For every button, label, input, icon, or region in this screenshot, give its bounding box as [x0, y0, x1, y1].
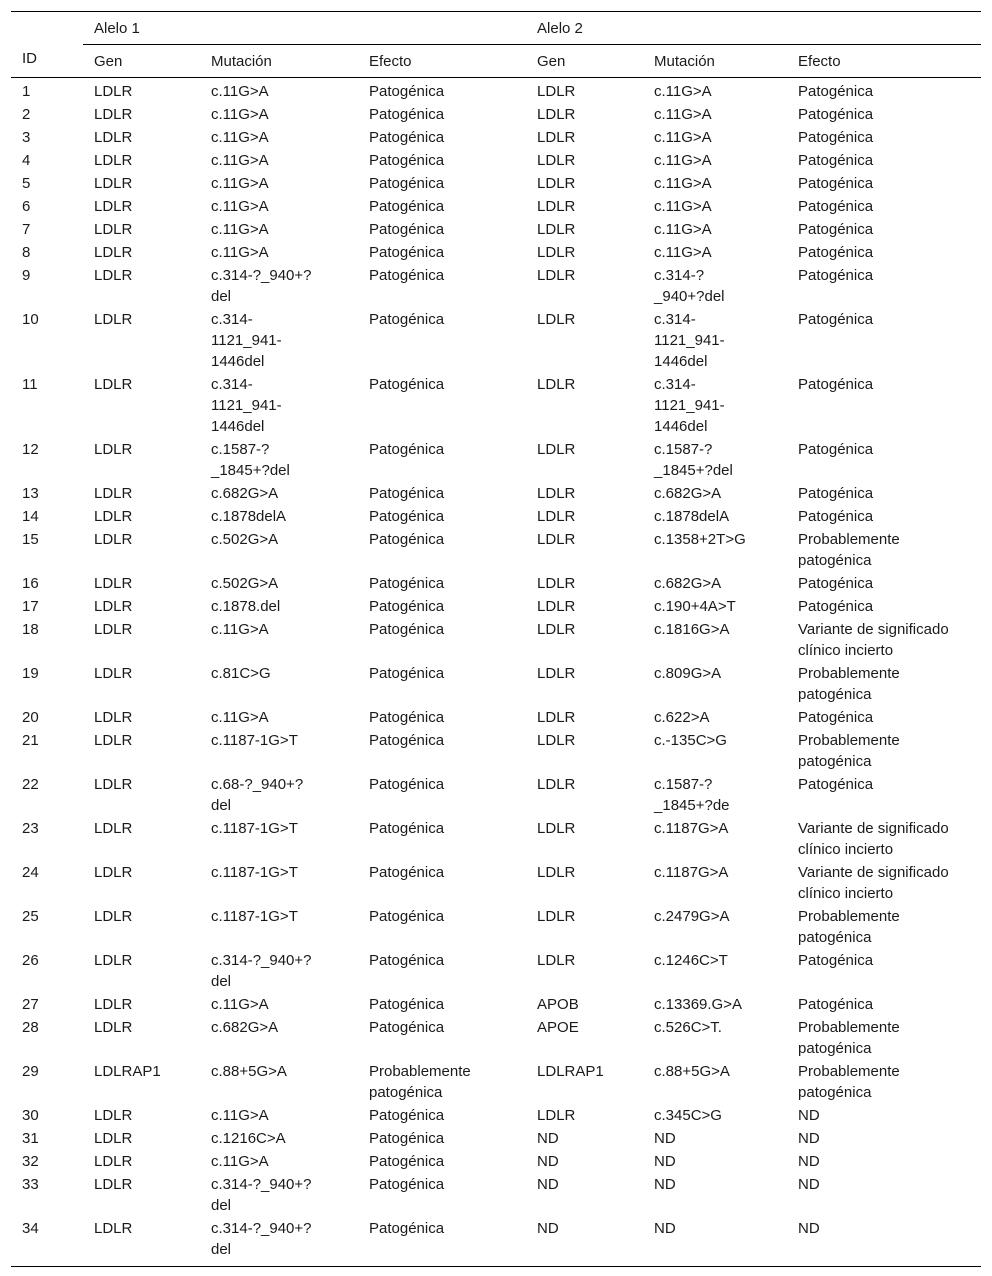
cell-gene-1: LDLR	[94, 864, 133, 881]
genetic-variants-table	[11, 11, 981, 1267]
cell-gene-1: LDLR	[94, 709, 133, 726]
cell-effect-2: Probablemente patogénica	[798, 732, 900, 770]
cell-mutation-1: c.1216C>A	[211, 1130, 286, 1147]
table-row	[11, 861, 981, 905]
table-row	[11, 241, 981, 264]
cell-effect-1: Patogénica	[369, 152, 445, 169]
cell-id: 1	[22, 83, 31, 100]
cell-mutation-2: c.1358+2T>G	[654, 531, 746, 548]
cell-mutation-2: ND	[654, 1176, 676, 1193]
cell-mutation-2: c.345C>G	[654, 1107, 722, 1124]
cell-mutation-1: c.1187-1G>T	[211, 732, 298, 749]
table-header	[11, 12, 981, 78]
cell-mutation-1: c.1187-1G>T	[211, 864, 298, 881]
cell-gene-2: ND	[526, 1217, 643, 1267]
cell-gene-1: LDLR	[94, 952, 133, 969]
cell-gene-1: LDLR	[94, 732, 133, 749]
cell-mutation-2: c.11G>A	[654, 198, 712, 215]
table-row	[11, 528, 981, 572]
cell-effect-2: Patogénica	[798, 198, 874, 215]
cell-id: 7	[22, 221, 31, 238]
cell-effect-2: Patogénica	[798, 129, 874, 146]
cell-gene-2: LDLR	[537, 952, 576, 969]
header-allele-2: Alelo 2	[526, 12, 981, 45]
cell-id: 34	[11, 1217, 83, 1267]
table-row	[11, 595, 981, 618]
cell-effect-1: Patogénica	[369, 83, 445, 100]
cell-effect-2: Patogénica	[798, 221, 874, 238]
cell-gene-1: LDLR	[94, 441, 133, 458]
cell-effect-1: Patogénica	[369, 864, 445, 881]
cell-effect-2: Variante de significado clínico incierto	[798, 820, 949, 858]
cell-effect-1: Patogénica	[369, 952, 445, 969]
cell-mutation-1: c.1187-1G>T	[211, 820, 298, 837]
cell-effect-2: Probablemente patogénica	[798, 1019, 900, 1057]
cell-mutation-2: c.11G>A	[654, 152, 712, 169]
cell-effect-2: ND	[798, 1130, 820, 1147]
cell-mutation-1: c.11G>A	[211, 1107, 269, 1124]
cell-id: 33	[22, 1176, 39, 1193]
cell-effect-2: Variante de significado clínico incierto	[798, 864, 949, 902]
cell-effect-1: Patogénica	[369, 996, 445, 1013]
cell-effect-2: ND	[798, 1153, 820, 1170]
cell-id: 20	[22, 709, 39, 726]
cell-effect-1: Patogénica	[369, 709, 445, 726]
cell-mutation-1: c.682G>A	[211, 485, 279, 502]
cell-gene-1: LDLRAP1	[94, 1063, 161, 1080]
cell-mutation-1: c.11G>A	[211, 244, 269, 261]
cell-mutation-1: c.11G>A	[211, 106, 269, 123]
cell-gene-2: LDLR	[537, 198, 576, 215]
cell-effect-2: Patogénica	[798, 311, 874, 328]
cell-mutation-1: c.11G>A	[211, 621, 269, 638]
cell-gene-1: LDLR	[94, 1019, 133, 1036]
cell-effect-2: Patogénica	[798, 709, 874, 726]
cell-mutation-2: c.11G>A	[654, 221, 712, 238]
cell-effect-1: Patogénica	[369, 820, 445, 837]
cell-mutation-1: c.502G>A	[211, 575, 279, 592]
cell-gene-1: LDLR	[94, 776, 133, 793]
cell-mutation-2: c.11G>A	[654, 175, 712, 192]
cell-effect-2: Patogénica	[798, 83, 874, 100]
genetic-variants-table-container	[11, 11, 981, 1267]
cell-effect-1: Patogénica	[369, 732, 445, 749]
cell-mutation-1: c.11G>A	[211, 221, 269, 238]
cell-gene-1: LDLR	[94, 485, 133, 502]
cell-gene-1: LDLR	[94, 665, 133, 682]
table-row	[11, 373, 981, 438]
cell-effect-1: Patogénica	[369, 106, 445, 123]
table-row	[11, 729, 981, 773]
cell-mutation-2: c.1187G>A	[654, 820, 729, 837]
cell-id: 23	[22, 820, 39, 837]
cell-mutation-1: c.1878.del	[211, 598, 281, 615]
cell-effect-1: Patogénica	[369, 129, 445, 146]
cell-gene-1: LDLR	[94, 376, 133, 393]
cell-effect-1: Patogénica	[369, 1153, 445, 1170]
cell-effect-2: Patogénica	[798, 485, 874, 502]
cell-gene-2: LDLR	[537, 531, 576, 548]
cell-id: 9	[22, 267, 31, 284]
table-row	[11, 949, 981, 993]
cell-gene-1: LDLR	[94, 508, 133, 525]
cell-effect-1: Patogénica	[369, 908, 445, 925]
cell-gene-1: LDLR	[94, 198, 133, 215]
cell-gene-2: LDLRAP1	[537, 1063, 604, 1080]
cell-mutation-1: c.11G>A	[211, 198, 269, 215]
cell-mutation-2: c.622>A	[654, 709, 710, 726]
cell-effect-2: Patogénica	[798, 441, 874, 458]
table-row	[11, 1127, 981, 1150]
cell-effect-1: Patogénica	[369, 441, 445, 458]
cell-mutation-2: ND	[654, 1153, 676, 1170]
cell-gene-2: LDLR	[537, 376, 576, 393]
header-gene-2: Gen	[526, 45, 643, 78]
cell-mutation-2: c.314-? _940+?del	[654, 267, 725, 305]
table-row	[11, 1150, 981, 1173]
cell-gene-1: LDLR	[94, 175, 133, 192]
cell-gene-1: LDLR	[94, 621, 133, 638]
cell-effect-1: Patogénica	[369, 485, 445, 502]
cell-effect-1: Patogénica	[369, 1130, 445, 1147]
cell-gene-1: LDLR	[94, 152, 133, 169]
cell-gene-2: LDLR	[537, 598, 576, 615]
cell-mutation-1: c.11G>A	[211, 152, 269, 169]
header-effect-1: Efecto	[358, 45, 526, 78]
cell-effect-1: Patogénica	[369, 376, 445, 393]
cell-effect-2: ND	[787, 1217, 981, 1267]
cell-gene-1: LDLR	[94, 311, 133, 328]
cell-mutation-2: c.11G>A	[654, 106, 712, 123]
table-row	[11, 1173, 981, 1217]
cell-id: 22	[22, 776, 39, 793]
table-row	[11, 172, 981, 195]
cell-gene-2: LDLR	[537, 732, 576, 749]
cell-gene-2: ND	[537, 1130, 559, 1147]
cell-effect-2: Patogénica	[798, 267, 874, 284]
cell-gene-1: LDLR	[94, 598, 133, 615]
cell-gene-2: LDLR	[537, 485, 576, 502]
cell-gene-2: LDLR	[537, 175, 576, 192]
table-row	[11, 505, 981, 528]
cell-mutation-2: c.1878delA	[654, 508, 730, 525]
cell-id: 14	[22, 508, 39, 525]
cell-effect-2: Patogénica	[798, 575, 874, 592]
cell-gene-1: LDLR	[94, 1107, 133, 1124]
cell-mutation-1: c.682G>A	[211, 1019, 279, 1036]
cell-effect-1: Probablemente patogénica	[369, 1063, 471, 1101]
header-allele-1: Alelo 1	[83, 12, 526, 45]
cell-mutation-2: c.1816G>A	[654, 621, 730, 638]
cell-id: 10	[22, 311, 39, 328]
cell-mutation-2: c.11G>A	[654, 83, 712, 100]
cell-effect-1: Patogénica	[369, 531, 445, 548]
table-row	[11, 103, 981, 126]
table-row	[11, 1217, 981, 1267]
cell-mutation-2: c.682G>A	[654, 575, 722, 592]
cell-gene-2: LDLR	[537, 221, 576, 238]
cell-gene-2: LDLR	[537, 908, 576, 925]
cell-id: 12	[22, 441, 39, 458]
cell-mutation-1: c.11G>A	[211, 996, 269, 1013]
table-body	[11, 78, 981, 1267]
cell-gene-2: LDLR	[537, 441, 576, 458]
cell-effect-1: Patogénica	[369, 175, 445, 192]
cell-effect-2: Patogénica	[798, 152, 874, 169]
cell-effect-2: Patogénica	[798, 376, 874, 393]
cell-mutation-1: c.11G>A	[211, 1153, 269, 1170]
cell-mutation-1: c.11G>A	[211, 175, 269, 192]
table-row	[11, 1104, 981, 1127]
cell-mutation-2: c.314- 1121_941- 1446del	[654, 376, 725, 435]
cell-effect-2: Probablemente patogénica	[798, 1063, 900, 1101]
cell-effect-1: Patogénica	[369, 776, 445, 793]
cell-effect-1: Patogénica	[369, 1019, 445, 1036]
cell-mutation-2: c.1246C>T	[654, 952, 728, 969]
cell-effect-2: Patogénica	[798, 508, 874, 525]
header-id: ID	[11, 12, 83, 78]
cell-mutation-2: c.190+4A>T	[654, 598, 736, 615]
cell-id: 28	[22, 1019, 39, 1036]
cell-id: 27	[22, 996, 39, 1013]
table-row	[11, 482, 981, 505]
table-row	[11, 264, 981, 308]
cell-gene-1: LDLR	[94, 820, 133, 837]
cell-gene-2: LDLR	[537, 267, 576, 284]
cell-effect-2: Probablemente patogénica	[798, 665, 900, 703]
cell-gene-1: LDLR	[94, 531, 133, 548]
cell-mutation-2: c.1587-? _1845+?de	[654, 776, 730, 814]
cell-mutation-1: c.11G>A	[211, 83, 269, 100]
cell-gene-1: LDLR	[94, 221, 133, 238]
cell-mutation-1: c.1587-? _1845+?del	[211, 441, 290, 479]
cell-mutation-1: c.314- 1121_941- 1446del	[211, 311, 282, 370]
cell-id: 21	[22, 732, 39, 749]
table-row	[11, 1060, 981, 1104]
table-row	[11, 773, 981, 817]
cell-gene-2: LDLR	[537, 864, 576, 881]
cell-gene-1: LDLR	[94, 1176, 133, 1193]
cell-mutation-1: c.88+5G>A	[211, 1063, 287, 1080]
cell-id: 16	[22, 575, 39, 592]
cell-mutation-1: c.314-?_940+? del	[211, 267, 312, 305]
cell-mutation-2: c.682G>A	[654, 485, 722, 502]
cell-gene-2: ND	[537, 1153, 559, 1170]
table-row	[11, 706, 981, 729]
cell-effect-2: Probablemente patogénica	[798, 908, 900, 946]
table-row	[11, 149, 981, 172]
cell-mutation-1: c.314-?_940+? del	[211, 952, 312, 990]
cell-id: 18	[22, 621, 39, 638]
table-row	[11, 308, 981, 373]
cell-gene-2: APOE	[537, 1019, 579, 1036]
cell-id: 17	[22, 598, 39, 615]
table-row	[11, 78, 981, 104]
cell-gene-1: LDLR	[94, 244, 133, 261]
cell-mutation-2: c.13369.G>A	[654, 996, 742, 1013]
cell-effect-1: Patogénica	[369, 1176, 445, 1193]
cell-gene-2: LDLR	[537, 709, 576, 726]
cell-id: 15	[22, 531, 39, 548]
cell-gene-2: ND	[537, 1176, 559, 1193]
cell-mutation-2: c.314- 1121_941- 1446del	[654, 311, 725, 370]
cell-gene-2: LDLR	[537, 665, 576, 682]
cell-id: 19	[22, 665, 39, 682]
cell-effect-2: Patogénica	[798, 106, 874, 123]
cell-gene-2: LDLR	[537, 508, 576, 525]
cell-mutation-1: c.502G>A	[211, 531, 279, 548]
cell-id: 31	[22, 1130, 39, 1147]
cell-effect-2: Variante de significado clínico incierto	[798, 621, 949, 659]
cell-effect-1: Patogénica	[369, 575, 445, 592]
cell-mutation-2: c.2479G>A	[654, 908, 730, 925]
cell-gene-1: LDLR	[94, 575, 133, 592]
table-row	[11, 195, 981, 218]
cell-gene-1: LDLR	[94, 996, 133, 1013]
cell-gene-1: LDLR	[94, 129, 133, 146]
table-row	[11, 218, 981, 241]
cell-effect-1: Patogénica	[369, 665, 445, 682]
header-effect-2: Efecto	[787, 45, 981, 78]
cell-effect-2: ND	[798, 1107, 820, 1124]
cell-mutation-2: c.809G>A	[654, 665, 722, 682]
cell-gene-2: LDLR	[537, 244, 576, 261]
cell-gene-2: LDLR	[537, 152, 576, 169]
cell-effect-1: Patogénica	[358, 1217, 526, 1267]
cell-mutation-1: c.68-?_940+? del	[211, 776, 304, 814]
cell-gene-2: LDLR	[537, 311, 576, 328]
cell-id: 24	[22, 864, 39, 881]
cell-mutation-1: c.11G>A	[211, 129, 269, 146]
cell-mutation-2: c.1587-? _1845+?del	[654, 441, 733, 479]
cell-mutation-1: c.11G>A	[211, 709, 269, 726]
cell-id: 32	[22, 1153, 39, 1170]
cell-effect-1: Patogénica	[369, 1107, 445, 1124]
cell-id: 25	[22, 908, 39, 925]
table-row	[11, 618, 981, 662]
cell-gene-1: LDLR	[94, 83, 133, 100]
cell-id: 13	[22, 485, 39, 502]
cell-id: 8	[22, 244, 31, 261]
cell-effect-1: Patogénica	[369, 244, 445, 261]
header-mutation-1: Mutación	[200, 45, 358, 78]
cell-effect-2: Patogénica	[798, 244, 874, 261]
cell-mutation-1: c.1187-1G>T	[211, 908, 298, 925]
cell-effect-2: Probablemente patogénica	[798, 531, 900, 569]
cell-mutation-2: c.1187G>A	[654, 864, 729, 881]
cell-id: 6	[22, 198, 31, 215]
cell-mutation-2: ND	[654, 1130, 676, 1147]
cell-effect-2: Patogénica	[798, 996, 874, 1013]
table-row	[11, 905, 981, 949]
cell-gene-2: APOB	[537, 996, 579, 1013]
cell-mutation-2: c.11G>A	[654, 244, 712, 261]
cell-effect-2: Patogénica	[798, 776, 874, 793]
cell-effect-1: Patogénica	[369, 221, 445, 238]
header-gene-1: Gen	[83, 45, 200, 78]
cell-mutation-1: c.81C>G	[211, 665, 271, 682]
cell-effect-1: Patogénica	[369, 311, 445, 328]
cell-gene-2: LDLR	[537, 1107, 576, 1124]
cell-effect-1: Patogénica	[369, 621, 445, 638]
cell-effect-2: Patogénica	[798, 175, 874, 192]
cell-mutation-1: c.1878delA	[211, 508, 287, 525]
cell-effect-1: Patogénica	[369, 598, 445, 615]
cell-gene-1: LDLR	[83, 1217, 200, 1267]
cell-id: 3	[22, 129, 31, 146]
cell-gene-1: LDLR	[94, 106, 133, 123]
cell-gene-2: LDLR	[537, 820, 576, 837]
cell-gene-1: LDLR	[94, 1153, 133, 1170]
table-row	[11, 572, 981, 595]
cell-gene-2: LDLR	[537, 621, 576, 638]
table-row	[11, 817, 981, 861]
cell-effect-2: ND	[798, 1176, 820, 1193]
cell-mutation-2: c.88+5G>A	[654, 1063, 730, 1080]
table-row	[11, 438, 981, 482]
cell-effect-2: Patogénica	[798, 598, 874, 615]
cell-id: 4	[22, 152, 31, 169]
table-row	[11, 126, 981, 149]
cell-gene-2: LDLR	[537, 106, 576, 123]
cell-id: 5	[22, 175, 31, 192]
cell-effect-1: Patogénica	[369, 508, 445, 525]
cell-effect-1: Patogénica	[369, 267, 445, 284]
cell-gene-2: LDLR	[537, 575, 576, 592]
cell-mutation-2: c.11G>A	[654, 129, 712, 146]
cell-mutation-1: c.314-?_940+? del	[211, 1176, 312, 1214]
cell-mutation-2: c.-135C>G	[654, 732, 727, 749]
table-row	[11, 993, 981, 1016]
cell-effect-1: Patogénica	[369, 198, 445, 215]
cell-effect-2: Patogénica	[798, 952, 874, 969]
cell-id: 29	[22, 1063, 39, 1080]
cell-mutation-2: c.526C>T.	[654, 1019, 722, 1036]
cell-mutation-1: c.314-?_940+? del	[200, 1217, 358, 1267]
cell-mutation-1: c.314- 1121_941- 1446del	[211, 376, 282, 435]
header-mutation-2: Mutación	[643, 45, 787, 78]
cell-id: 30	[22, 1107, 39, 1124]
cell-mutation-2: ND	[643, 1217, 787, 1267]
cell-id: 2	[22, 106, 31, 123]
cell-id: 11	[22, 376, 38, 393]
cell-gene-2: LDLR	[537, 129, 576, 146]
table-row	[11, 662, 981, 706]
cell-gene-2: LDLR	[537, 776, 576, 793]
cell-gene-1: LDLR	[94, 908, 133, 925]
cell-gene-1: LDLR	[94, 1130, 133, 1147]
cell-gene-2: LDLR	[537, 83, 576, 100]
cell-gene-1: LDLR	[94, 267, 133, 284]
cell-id: 26	[22, 952, 39, 969]
table-row	[11, 1016, 981, 1060]
